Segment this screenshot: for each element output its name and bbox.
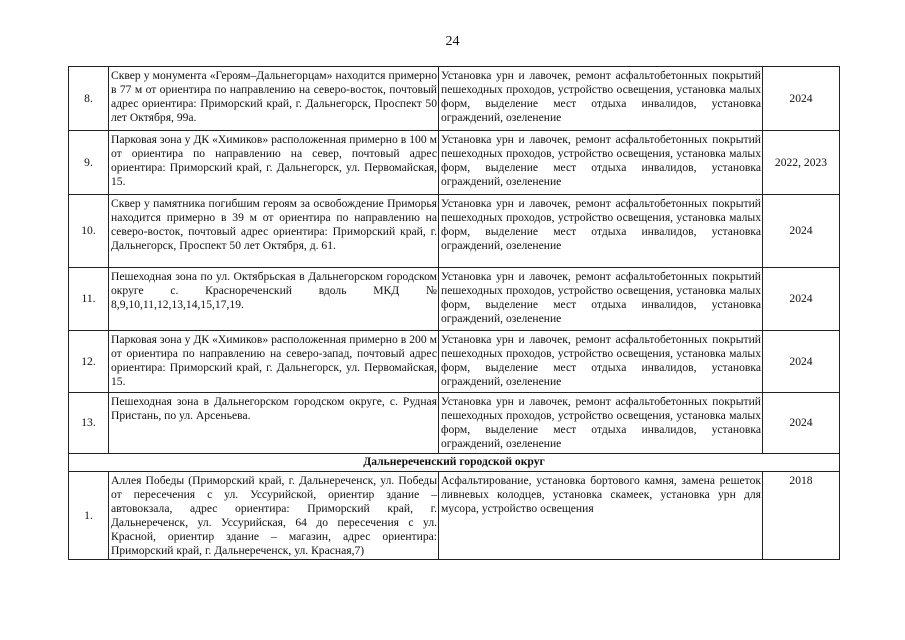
table-row (69, 472, 840, 560)
row-number: 10. (69, 195, 109, 268)
object-description: Пешеходная зона по ул. Октябрьская в Дальнегорском городском округе с. Краснореченский вдоль МКД № 8,9,10,11,12,13,14,15,17,19. (109, 268, 439, 331)
object-description: Сквер у монумента «Героям–Дальнегорцам» находится примерно в 77 м от ориентира по направлению на северо-восток, почтовый адрес ориентира: Приморский край, г. Дальнегорск, Проспект 50 лет Октября, 99а. (109, 67, 439, 131)
works-description: Установка урн и лавочек, ремонт асфальтобетонных покрытий пешеходных проходов, устройство освещения, установка малых форм, выделение мест отдыха инвалидов, установка ограждений, озеленение (439, 67, 763, 131)
table-row (69, 195, 840, 268)
year-cell: 2018 (763, 472, 840, 560)
table-row (69, 393, 840, 454)
section-title: Дальнереченский городской округ (69, 454, 840, 472)
row-number: 1. (69, 472, 109, 560)
table-row (69, 67, 840, 131)
year-cell: 2024 (763, 393, 840, 454)
works-description: Установка урн и лавочек, ремонт асфальтобетонных покрытий пешеходных проходов, устройство освещения, установка малых форм, выделение мест отдыха инвалидов, установка ограждений, озеленение (439, 393, 763, 454)
improvement-table (68, 66, 840, 560)
works-description: Асфальтирование, установка бортового камня, замена решеток ливневых колодцев, установка скамеек, установка урн для мусора, устройство освещения (439, 472, 763, 560)
section-header-row (69, 454, 840, 472)
table-row (69, 331, 840, 393)
row-number: 8. (69, 67, 109, 131)
works-description: Установка урн и лавочек, ремонт асфальтобетонных покрытий пешеходных проходов, устройство освещения, установка малых форм, выделение мест отдыха инвалидов, установка ограждений, озеленение (439, 331, 763, 393)
works-description: Установка урн и лавочек, ремонт асфальтобетонных покрытий пешеходных проходов, устройство освещения, установка малых форм, выделение мест отдыха инвалидов, установка ограждений, озеленение (439, 195, 763, 268)
object-description: Пешеходная зона в Дальнегорском городском округе, с. Рудная Пристань, по ул. Арсеньева. (109, 393, 439, 454)
year-cell: 2024 (763, 268, 840, 331)
year-cell: 2024 (763, 195, 840, 268)
row-number: 13. (69, 393, 109, 454)
works-description: Установка урн и лавочек, ремонт асфальтобетонных покрытий пешеходных проходов, устройство освещения, установка малых форм, выделение мест отдыха инвалидов, установка ограждений, озеленение (439, 131, 763, 195)
object-description: Сквер у памятника погибшим героям за освобождение Приморья находится примерно в 39 м от ориентира по направлению на северо-восток, почтовый адрес ориентира: Приморский край, г. Дальнегорск, Проспект 50 лет Октября, д. 61. (109, 195, 439, 268)
table-row (69, 268, 840, 331)
year-cell: 2022, 2023 (763, 131, 840, 195)
object-description: Парковая зона у ДК «Химиков» расположенная примерно в 200 м от ориентира по направлению на северо-запад, почтовый адрес ориентира: Приморский край, г. Дальнегорск, ул. Первомайская, 15. (109, 331, 439, 393)
row-number: 9. (69, 131, 109, 195)
year-cell: 2024 (763, 67, 840, 131)
page-number: 24 (445, 34, 460, 49)
table-row (69, 131, 840, 195)
row-number: 11. (69, 268, 109, 331)
object-description: Парковая зона у ДК «Химиков» расположенная примерно в 100 м от ориентира по направлению на север, почтовый адрес ориентира: Приморский край, г. Дальнегорск, ул. Первомайская, 15. (109, 131, 439, 195)
works-description: Установка урн и лавочек, ремонт асфальтобетонных покрытий пешеходных проходов, устройство освещения, установка малых форм, выделение мест отдыха инвалидов, установка ограждений, озеленение (439, 268, 763, 331)
year-cell: 2024 (763, 331, 840, 393)
object-description: Аллея Победы (Приморский край, г. Дальнереченск, ул. Победы от пересечения с ул. Уссурийской, ориентир здание – автовокзала, адрес ориентира: Приморский край, г. Дальнереченск, ул. Уссурийская, 64 до пересечения с ул. Красной, ориентир здание – магазин, адрес ориентира: Приморский край, г. Дальнереченск, ул. Красная,7) (109, 472, 439, 560)
row-number: 12. (69, 331, 109, 393)
